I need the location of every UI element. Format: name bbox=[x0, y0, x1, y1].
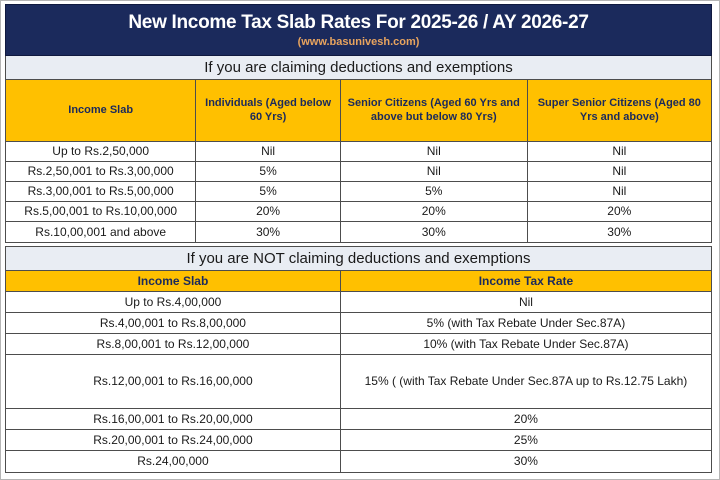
income-slab-cell: Up to Rs.4,00,000 bbox=[6, 292, 341, 312]
table-row bbox=[6, 202, 711, 222]
rate-cell: 5% bbox=[196, 162, 341, 181]
rate-cell: Nil bbox=[341, 142, 528, 161]
income-slab-cell: Rs.20,00,001 to Rs.24,00,000 bbox=[6, 430, 341, 450]
rate-cell: Nil bbox=[518, 294, 533, 309]
table-row bbox=[6, 142, 711, 162]
rate-cell: Nil bbox=[612, 144, 627, 158]
column-header-individuals: Individuals (Aged below 60 Yrs) bbox=[196, 80, 341, 141]
table-row bbox=[6, 182, 711, 202]
rate-cell: Nil bbox=[341, 162, 528, 181]
rate-cell: 20% bbox=[196, 202, 341, 221]
rate-cell: 30% bbox=[196, 222, 341, 242]
new-regime-header-row bbox=[6, 271, 711, 292]
income-slab-cell: Rs.5,00,001 to Rs.10,00,000 bbox=[6, 202, 196, 221]
title-banner bbox=[5, 4, 712, 56]
income-slab-cell: Rs.8,00,001 to Rs.12,00,000 bbox=[6, 334, 341, 354]
old-regime-header-row bbox=[6, 80, 711, 142]
rate-cell: 10% (with Tax Rebate Under Sec.87A) bbox=[423, 336, 629, 351]
column-header-income-slab: Income Slab bbox=[6, 271, 341, 291]
table-row bbox=[6, 430, 711, 451]
table-row bbox=[6, 292, 711, 313]
income-slab-cell: Rs.10,00,001 and above bbox=[6, 222, 196, 242]
page-container bbox=[5, 4, 712, 475]
column-header-income-tax-rate: Income Tax Rate bbox=[341, 271, 711, 291]
table-row bbox=[6, 451, 711, 472]
website-url: (www.basunivesh.com) bbox=[297, 36, 420, 49]
income-slab-cell: Rs.12,00,001 to Rs.16,00,000 bbox=[6, 355, 341, 408]
table-row bbox=[6, 313, 711, 334]
rate-cell: 15% ( (with Tax Rebate Under Sec.87A up to Rs.12.75 Lakh) bbox=[364, 373, 688, 388]
column-header-income-slab: Income Slab bbox=[6, 80, 196, 141]
column-header-senior-citizens: Senior Citizens (Aged 60 Yrs and above but below 80 Yrs) bbox=[341, 80, 528, 141]
rate-cell: 5% bbox=[341, 182, 528, 201]
income-slab-cell: Rs.16,00,001 to Rs.20,00,000 bbox=[6, 409, 341, 429]
new-regime-section-title: If you are NOT claiming deductions and exemptions bbox=[6, 247, 711, 271]
old-regime-section-title: If you are claiming deductions and exemptions bbox=[6, 56, 711, 80]
page-title: New Income Tax Slab Rates For 2025-26 / AY 2026-27 bbox=[128, 11, 589, 33]
rate-cell: 30% bbox=[513, 454, 538, 468]
rate-cell: 20% bbox=[341, 202, 528, 221]
rate-cell: Nil bbox=[612, 164, 627, 178]
table-row bbox=[6, 162, 711, 182]
rate-cell: 30% bbox=[607, 224, 632, 239]
table-row bbox=[6, 222, 711, 242]
income-slab-cell: Rs.2,50,001 to Rs.3,00,000 bbox=[6, 162, 196, 181]
income-slab-cell: Rs.4,00,001 to Rs.8,00,000 bbox=[6, 313, 341, 333]
table-row bbox=[6, 409, 711, 430]
table-row bbox=[6, 334, 711, 355]
rate-cell: 30% bbox=[341, 222, 528, 242]
rate-cell: 5% bbox=[196, 182, 341, 201]
rate-cell: Nil bbox=[612, 184, 627, 198]
rate-cell: 25% bbox=[513, 432, 538, 447]
rate-cell: 20% bbox=[513, 411, 538, 426]
rate-cell: Nil bbox=[196, 142, 341, 161]
old-regime-table bbox=[5, 56, 712, 243]
rate-cell: 20% bbox=[607, 204, 632, 218]
income-slab-cell: Rs.24,00,000 bbox=[6, 451, 341, 472]
table-row bbox=[6, 355, 711, 409]
income-slab-cell: Rs.3,00,001 to Rs.5,00,000 bbox=[6, 182, 196, 201]
rate-cell: 5% (with Tax Rebate Under Sec.87A) bbox=[426, 315, 626, 330]
new-regime-table bbox=[5, 246, 712, 473]
income-slab-cell: Up to Rs.2,50,000 bbox=[6, 142, 196, 161]
column-header-super-senior-citizens: Super Senior Citizens (Aged 80 Yrs and above) bbox=[528, 80, 711, 141]
